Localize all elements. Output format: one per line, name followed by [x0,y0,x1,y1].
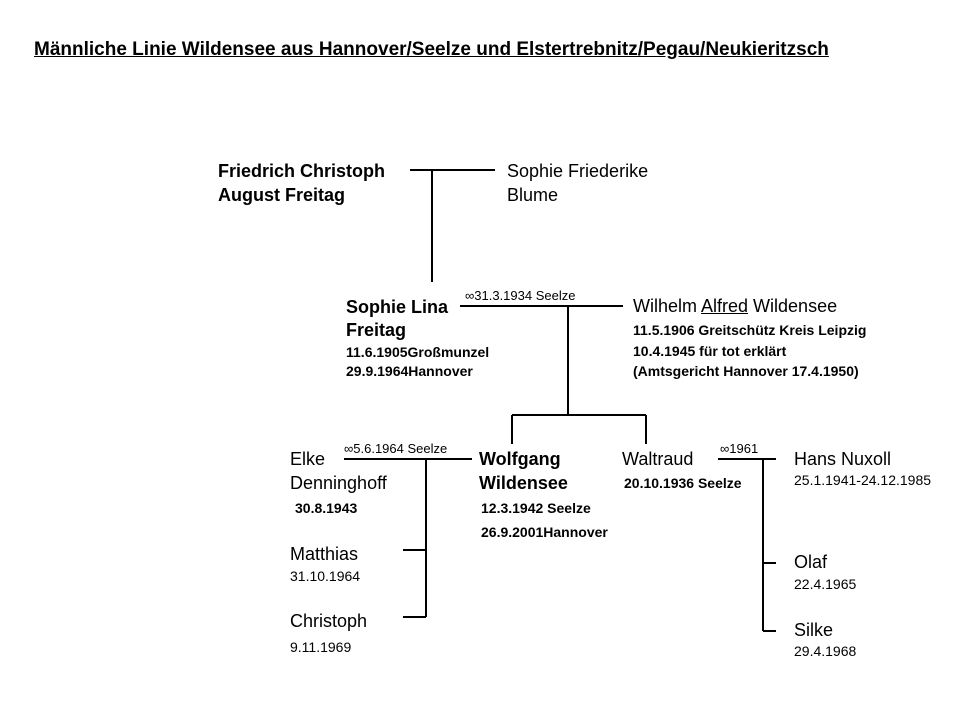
sophie-lina-death: 29.9.1964Hannover [346,363,473,379]
wilhelm-name-post: Wildensee [748,296,838,316]
wilhelm-note: (Amtsgericht Hannover 17.4.1950) [633,363,859,379]
gen1-wife-name-line1: Sophie Friederike [507,161,649,181]
wilhelm-alfred-name [633,297,837,315]
christoph-birth: 9.11.1969 [290,639,352,655]
wolfgang-death: 26.9.2001Hannover [481,524,608,540]
olaf-birth: 22.4.1965 [794,576,857,592]
elke-birth: 30.8.1943 [295,500,358,516]
waltraud-name: Waltraud [622,449,694,469]
wolfgang-birth: 12.3.1942 Seelze [481,500,591,516]
wolfgang-name-line2: Wildensee [479,473,568,493]
gen2-marriage-label: ∞31.3.1934 Seelze [465,288,576,303]
silke-name: Silke [794,620,834,640]
silke-birth: 29.4.1968 [794,643,857,659]
matthias-name: Matthias [290,544,359,564]
elke-name-line1: Elke [290,449,326,469]
sophie-lina-birth: 11.6.1905Großmunzel [346,344,490,360]
hans-nuxoll-dates: 25.1.1941-24.12.1985 [794,472,932,488]
sophie-lina-name-line2: Freitag [346,320,407,340]
christoph-name: Christoph [290,611,368,631]
olaf-name: Olaf [794,552,828,572]
gen1-wife-name-line2: Blume [507,185,559,205]
chart-title: Männliche Linie Wildensee aus Hannover/Seelze und Elstertrebnitz/Pegau/Neukieritzsch [34,39,829,60]
wilhelm-name-underlined: Alfred [701,296,749,316]
wolfgang-name-line1: Wolfgang [479,449,561,469]
gen1-husband-name-line2: August Freitag [218,185,346,205]
gen1-husband-name-line1: Friedrich Christoph [218,161,386,181]
wilhelm-name-pre: Wilhelm [633,296,702,316]
gen3-marriage1-label: ∞5.6.1964 Seelze [344,441,448,456]
sophie-lina-name-line1: Sophie Lina [346,297,449,317]
wilhelm-death: 10.4.1945 für tot erklärt [633,343,787,359]
waltraud-birth: 20.10.1936 Seelze [624,475,742,491]
matthias-birth: 31.10.1964 [290,568,361,584]
hans-nuxoll-name: Hans Nuxoll [794,449,892,469]
elke-name-line2: Denninghoff [290,473,387,493]
gen3-marriage2-label: ∞1961 [720,441,759,456]
wilhelm-birth: 11.5.1906 Greitschütz Kreis Leipzig [633,322,867,338]
